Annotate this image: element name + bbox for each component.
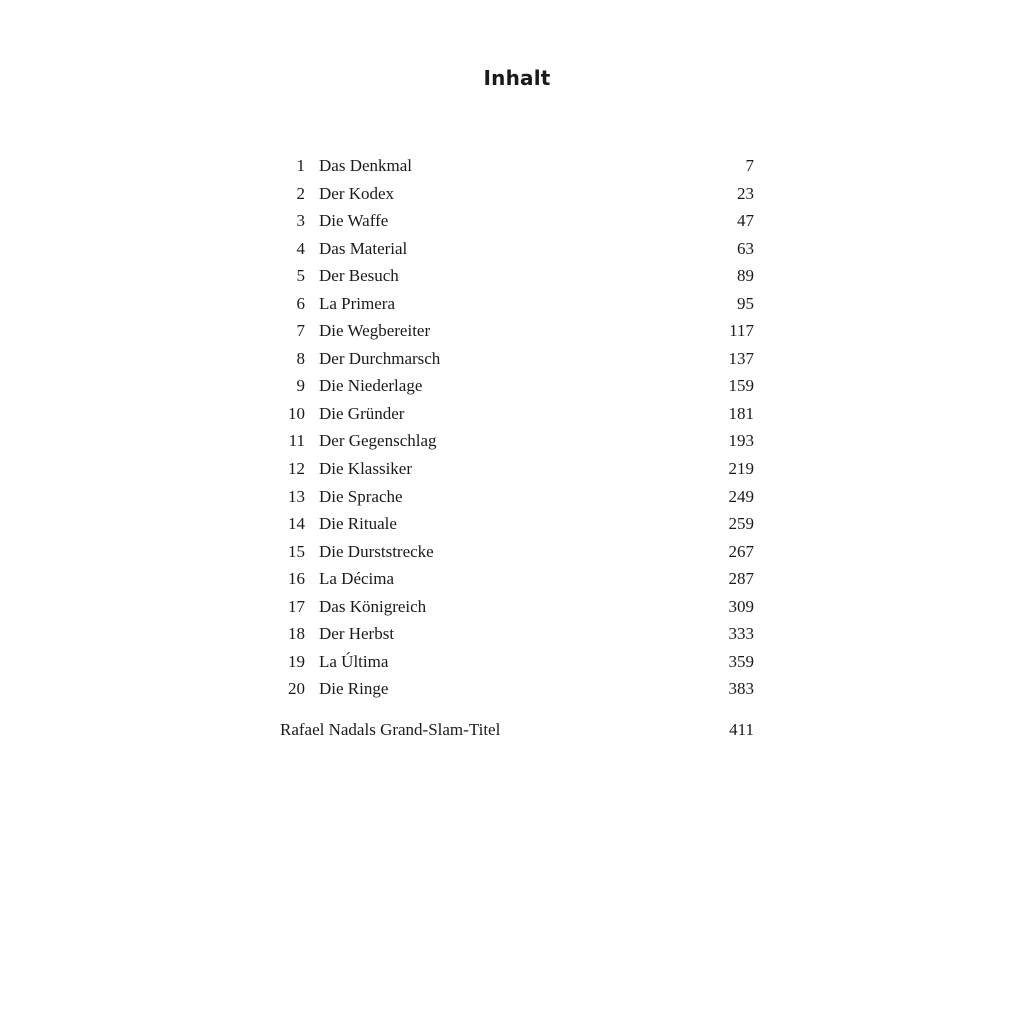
toc-entry-page: 89 — [737, 266, 754, 286]
toc-entry-title: Die Ringe — [319, 679, 389, 699]
toc-entry[interactable] — [276, 427, 754, 455]
toc-entry-title: Die Rituale — [319, 514, 397, 534]
toc-appendix-entry[interactable] — [280, 716, 754, 744]
toc-entry-number: 18 — [288, 624, 305, 644]
toc-entry-number: 7 — [296, 321, 305, 341]
toc-entry-page: 249 — [728, 486, 754, 506]
toc-entry-title: Das Material — [319, 238, 408, 258]
toc-entry-title: Die Klassiker — [319, 459, 413, 479]
toc-entry[interactable] — [276, 620, 754, 648]
toc-entry-page: 47 — [737, 211, 754, 231]
toc-entry-title: Der Herbst — [319, 624, 395, 644]
toc-entry-page: 359 — [728, 651, 754, 671]
toc-entry[interactable] — [276, 180, 754, 208]
toc-entry[interactable] — [276, 207, 754, 235]
toc-entry[interactable] — [276, 152, 754, 180]
toc-entry-page: 333 — [728, 624, 754, 644]
toc-entry-page: 95 — [737, 293, 754, 313]
toc-entry-title: Die Wegbereiter — [319, 321, 431, 341]
toc-entry[interactable] — [276, 235, 754, 263]
toc-entry-number: 16 — [288, 569, 305, 589]
table-of-contents — [276, 152, 754, 703]
toc-entry-title: Das Königreich — [319, 596, 427, 616]
toc-entry[interactable] — [276, 455, 754, 483]
toc-entry-number: 3 — [296, 211, 305, 231]
toc-entry[interactable] — [276, 675, 754, 703]
toc-entry-number: 13 — [288, 486, 305, 506]
toc-entry-number: 9 — [296, 376, 305, 396]
toc-entry-page: 383 — [728, 679, 754, 699]
toc-entry-page: 137 — [728, 348, 754, 368]
toc-entry-page: 309 — [728, 596, 754, 616]
toc-entry-number: 8 — [296, 348, 305, 368]
toc-entry-number: 20 — [288, 679, 305, 699]
toc-entry[interactable] — [276, 262, 754, 290]
toc-appendix-page: 411 — [729, 720, 754, 739]
toc-entry-page: 159 — [728, 376, 754, 396]
toc-entry[interactable] — [276, 400, 754, 428]
toc-entry-title: Die Durststrecke — [319, 541, 434, 561]
toc-entry-number: 14 — [288, 514, 305, 534]
toc-entry-page: 23 — [737, 183, 754, 203]
toc-entry-title: Die Gründer — [319, 403, 405, 423]
toc-entry-number: 17 — [288, 596, 305, 616]
toc-entry-title: Der Gegenschlag — [319, 431, 437, 451]
toc-entry-number: 12 — [288, 459, 305, 479]
toc-entry-page: 7 — [745, 156, 754, 175]
toc-entry[interactable] — [276, 510, 754, 538]
toc-entry-title: Der Durchmarsch — [319, 348, 441, 368]
toc-entry-number: 19 — [288, 651, 305, 671]
toc-entry-page: 193 — [728, 431, 754, 451]
toc-entry-title: Die Waffe — [319, 211, 389, 231]
toc-entry-page: 181 — [728, 403, 754, 423]
toc-entry-title: La Última — [319, 651, 389, 671]
toc-entry-title: Das Denkmal — [319, 156, 413, 175]
toc-entry-page: 117 — [729, 321, 754, 341]
toc-entry-title: Der Besuch — [319, 266, 399, 286]
toc-entry[interactable] — [276, 648, 754, 676]
toc-entry-page: 219 — [728, 459, 754, 479]
toc-entry[interactable] — [276, 290, 754, 318]
toc-entry-number: 15 — [288, 541, 305, 561]
toc-entry-number: 1 — [296, 156, 305, 175]
toc-entry-page: 259 — [728, 514, 754, 534]
toc-entry-title: Die Sprache — [319, 486, 403, 506]
toc-entry-number: 10 — [288, 403, 305, 423]
toc-entry[interactable] — [276, 565, 754, 593]
toc-entry-title: La Décima — [319, 569, 395, 589]
toc-appendix-title: Rafael Nadals Grand-Slam-Titel — [280, 720, 501, 739]
toc-entry-title: Der Kodex — [319, 183, 395, 203]
toc-entry-number: 2 — [296, 183, 305, 203]
toc-entry-number: 6 — [296, 293, 305, 313]
toc-entry-page: 63 — [737, 238, 754, 258]
toc-entry-number: 5 — [296, 266, 305, 286]
toc-entry[interactable] — [276, 593, 754, 621]
toc-entry[interactable] — [276, 317, 754, 345]
toc-entry-page: 287 — [728, 569, 754, 589]
toc-entry-number: 11 — [288, 431, 305, 451]
toc-entry[interactable] — [276, 345, 754, 373]
toc-entry[interactable] — [276, 483, 754, 511]
toc-entry-page: 267 — [728, 541, 754, 561]
toc-entry-number: 4 — [296, 238, 305, 258]
toc-entry-title: La Primera — [319, 293, 395, 313]
toc-entry-title: Die Niederlage — [319, 376, 423, 396]
toc-entry[interactable] — [276, 538, 754, 566]
page-title: Inhalt — [483, 66, 551, 90]
toc-entry[interactable] — [276, 372, 754, 400]
